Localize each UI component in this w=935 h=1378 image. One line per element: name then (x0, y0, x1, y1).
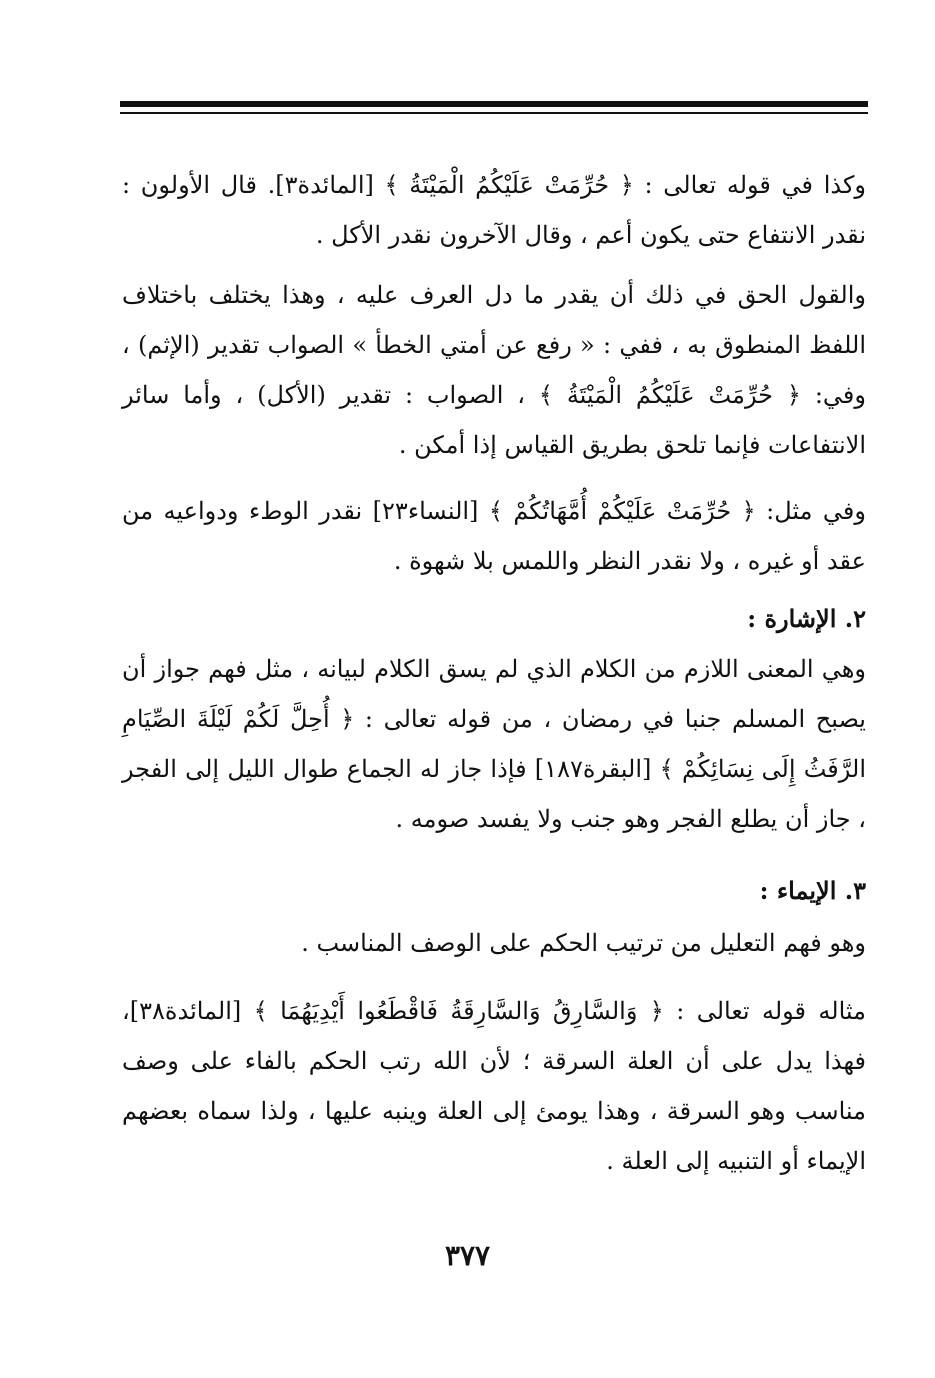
paragraph-maytah-interpretation: وكذا في قوله تعالى : ﴿ حُرِّمَتْ عَلَيْكُمُ الْمَيْتَةُ ﴾ [المائدة٣]. قال الأولون : نقدر الانتفاع حتى يكون أعم ، وقال الآخرون نقدر الأكل . (122, 171, 866, 249)
page-number: ٣٧٧ (444, 1239, 491, 1272)
header-rule-thick (120, 101, 868, 107)
header-rule-thin (120, 112, 868, 114)
section-heading-ishara: ٢. الإشارة : (747, 604, 866, 633)
paragraph-imaa-definition: وهو فهم التعليل من ترتيب الحكم على الوصف المناسب . (301, 929, 866, 957)
paragraph-imaa-example: مثاله قوله تعالى : ﴿ وَالسَّارِقُ وَالسَّارِقَةُ فَاقْطَعُوا أَيْدِيَهُمَا ﴾ [المائدة٣٨]، فهذا يدل على أن العلة السرقة ؛ لأن الله رتب الحكم بالفاء على وصف مناسب وهو السرقة ، وهذا يومئ إلى العلة وينبه عليها ، ولذا سماه بعضهم الإيماء أو التنبيه إلى العلة . (122, 997, 866, 1175)
section-heading-imaa: ٣. الإيماء : (759, 876, 866, 905)
paragraph-correct-view: والقول الحق في ذلك أن يقدر ما دل العرف عليه ، وهذا يختلف باختلاف اللفظ المنطوق به ، ففي : « رفع عن أمتي الخطأ » الصواب تقدير (الإثم) ، وفي: ﴿ حُرِّمَتْ عَلَيْكُمُ الْمَيْتَةُ ﴾ ، الصواب : تقدير (الأكل) ، وأما سائر الانتفاعات فإنما تلحق بطريق القياس إذا أمكن . (122, 281, 866, 459)
paragraph-ishara-definition: وهي المعنى اللازم من الكلام الذي لم يسق الكلام لبيانه ، مثل فهم جواز أن يصبح المسلم جنبا في رمضان ، من قوله تعالى : ﴿ أُحِلَّ لَكُمْ لَيْلَةَ الصِّيَامِ الرَّفَثُ إِلَى نِسَائِكُمْ ﴾ [البقرة١٨٧] فإذا جاز له الجماع طوال الليل إلى الفجر ، جاز أن يطلع الفجر وهو جنب ولا يفسد صومه . (122, 655, 866, 833)
paragraph-mothers-example: وفي مثل: ﴿ حُرِّمَتْ عَلَيْكُمْ أُمَّهَاتُكُمْ ﴾ [النساء٢٣] نقدر الوطء ودواعيه من عقد أو غيره ، ولا نقدر النظر واللمس بلا شهوة . (122, 497, 866, 575)
